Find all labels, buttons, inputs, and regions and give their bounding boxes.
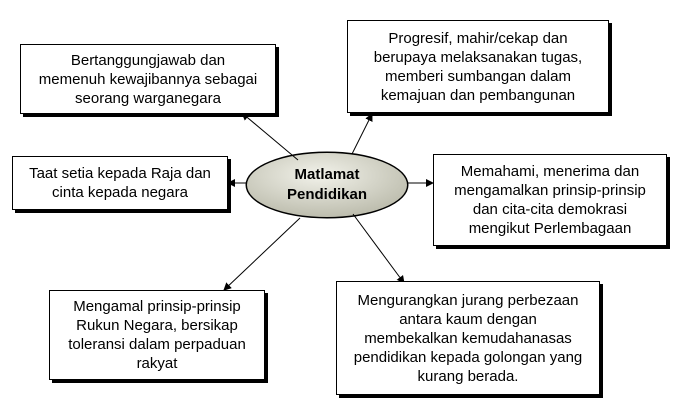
goal-box-demokrasi — [433, 154, 667, 246]
goal-box-jurang — [336, 281, 600, 395]
goal-text: Taat setia kepada Raja dan cinta kepada negara — [29, 165, 211, 201]
arrow-to-tanggungjawab — [242, 113, 298, 160]
goal-text: Progresif, mahir/cekap dan berupaya melaksanakan tugas, memberi sumbangan dalam kemajuan dan pembangunan — [373, 29, 583, 104]
arrow-to-jurang — [353, 214, 404, 283]
arrow-to-rukun-negara — [224, 218, 300, 290]
arrow-to-progresif — [352, 114, 372, 154]
goal-text: Memahami, menerima dan mengamalkan prinsip-prinsip dan cita-cita demokrasi mengikut Perlembagaan — [454, 163, 646, 237]
goal-box-progresif — [347, 20, 609, 113]
goal-text: Mengurangkan jurang perbezaan antara kaum dengan membekalkan kemudahanasas pendidikan kepada golongan yang kurang berada. — [353, 291, 583, 385]
goal-box-tanggungjawab — [20, 44, 276, 114]
goal-text: Bertanggungjawab dan memenuh kewajibannya sebagai seorang warganegara — [38, 51, 258, 107]
center-node — [246, 152, 408, 218]
center-label: Matlamat Pendidikan — [286, 166, 368, 203]
goal-text: Mengamal prinsip-prinsip Rukun Negara, bersikap toleransi dalam perpaduan rakyat — [68, 298, 246, 372]
goal-box-rukun-negara — [49, 290, 265, 380]
goal-box-taat-setia — [12, 156, 228, 210]
